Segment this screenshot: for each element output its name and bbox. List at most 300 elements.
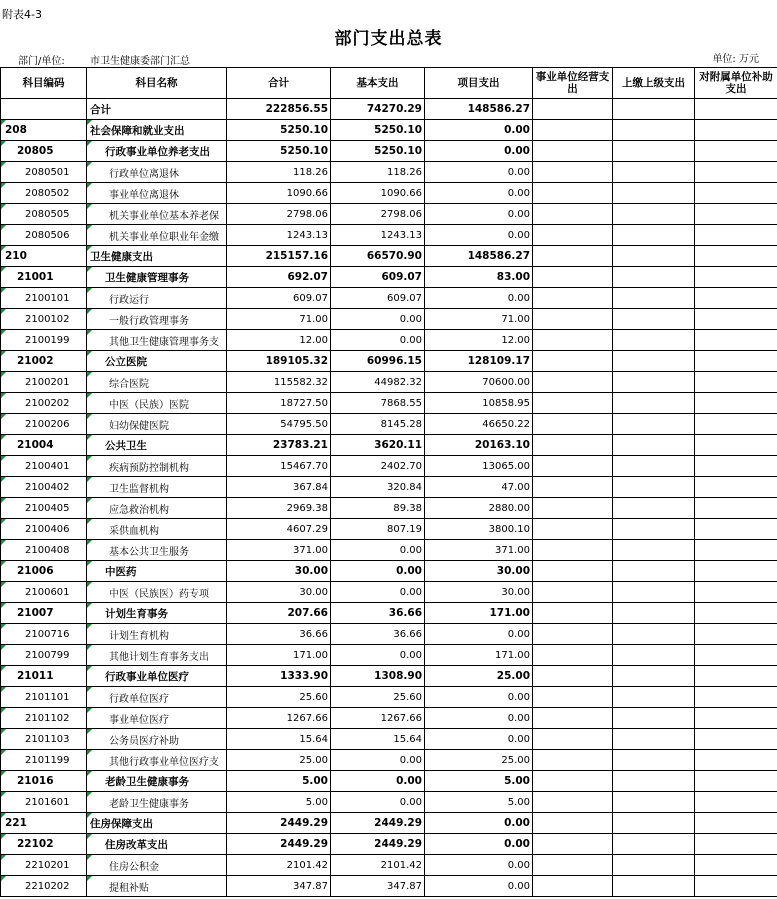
header-name: 科目名称: [87, 68, 227, 99]
cell-marker-icon: [1, 141, 6, 146]
cell-name: [87, 498, 227, 519]
cell-total-text: 1243.13: [286, 229, 328, 241]
cell-total-text: 2101.42: [286, 859, 328, 871]
cell-marker-icon: [87, 225, 92, 230]
cell-project-text: 0.00: [504, 124, 530, 136]
cell-project: [425, 750, 533, 771]
cell-total: [227, 771, 331, 792]
cell-total: [227, 162, 331, 183]
cell-total: [227, 288, 331, 309]
cell-name-text: 其他计划生育事务支出: [109, 651, 209, 663]
cell-code: [1, 351, 87, 372]
cell-business: [533, 687, 613, 708]
cell-basic-text: 0.00: [399, 334, 422, 346]
cell-project: [425, 645, 533, 666]
cell-project: [425, 372, 533, 393]
cell-total: [227, 519, 331, 540]
cell-marker-icon: [1, 771, 6, 776]
cell-basic-text: 5250.10: [374, 124, 422, 136]
cell-name: [87, 750, 227, 771]
cell-code: [1, 414, 87, 435]
cell-project: [425, 582, 533, 603]
cell-remit: [613, 834, 695, 855]
cell-name: [87, 204, 227, 225]
cell-name: [87, 267, 227, 288]
department-label: 部门/单位:: [18, 56, 65, 67]
cell-basic-text: 1267.66: [380, 712, 422, 724]
cell-basic-text: 1308.90: [374, 670, 422, 682]
cell-business: [533, 813, 613, 834]
cell-name-text: 行政事业单位医疗: [105, 670, 189, 683]
cell-code-text: 2100716: [25, 628, 70, 640]
cell-remit: [613, 792, 695, 813]
cell-name: [87, 141, 227, 162]
cell-project-text: 25.00: [501, 754, 530, 766]
cell-total: [227, 561, 331, 582]
cell-project: [425, 309, 533, 330]
cell-basic-text: 0.00: [399, 586, 422, 598]
cell-basic-text: 3620.11: [374, 439, 422, 451]
cell-name: [87, 540, 227, 561]
cell-project: [425, 666, 533, 687]
cell-project-text: 0.00: [507, 166, 530, 178]
cell-total: [227, 456, 331, 477]
cell-basic: [331, 708, 425, 729]
cell-subsidy: [695, 456, 777, 477]
cell-total-text: 371.00: [293, 544, 328, 556]
cell-code: [1, 834, 87, 855]
cell-project: [425, 876, 533, 897]
cell-project-text: 47.00: [501, 481, 530, 493]
cell-code-text: 2210201: [25, 859, 70, 871]
cell-project-text: 0.00: [507, 628, 530, 640]
cell-code: [1, 267, 87, 288]
cell-name-text: 行政运行: [109, 294, 149, 306]
cell-total: [227, 792, 331, 813]
cell-remit: [613, 141, 695, 162]
cell-total-text: 54795.50: [280, 418, 328, 430]
cell-name-text: 行政单位医疗: [109, 693, 169, 705]
cell-project-text: 0.00: [507, 859, 530, 871]
cell-code-text: 2100202: [25, 397, 70, 409]
cell-subsidy: [695, 498, 777, 519]
cell-marker-icon: [87, 246, 92, 251]
cell-remit: [613, 435, 695, 456]
cell-basic: [331, 624, 425, 645]
cell-name-text: 公务员医疗补助: [109, 735, 179, 747]
cell-total: [227, 855, 331, 876]
table-row: [1, 498, 777, 519]
cell-subsidy: [695, 309, 777, 330]
cell-total: [227, 477, 331, 498]
cell-marker-icon: [87, 687, 92, 692]
cell-marker-icon: [1, 225, 6, 230]
cell-marker-icon: [87, 435, 92, 440]
cell-business: [533, 876, 613, 897]
cell-code: [1, 288, 87, 309]
cell-basic-text: 2798.06: [380, 208, 422, 220]
cell-subsidy: [695, 624, 777, 645]
table-row: [1, 414, 777, 435]
cell-remit: [613, 603, 695, 624]
cell-name-text: 卫生健康管理事务: [105, 271, 189, 284]
cell-basic: [331, 99, 425, 120]
cell-remit: [613, 246, 695, 267]
cell-subsidy: [695, 141, 777, 162]
cell-marker-icon: [1, 708, 6, 713]
cell-marker-icon: [87, 834, 92, 839]
cell-project-text: 0.00: [507, 187, 530, 199]
cell-name: [87, 372, 227, 393]
cell-project: [425, 267, 533, 288]
cell-business: [533, 771, 613, 792]
cell-total-text: 30.00: [299, 586, 328, 598]
cell-name: [87, 792, 227, 813]
cell-remit: [613, 477, 695, 498]
cell-marker-icon: [1, 834, 6, 839]
cell-basic: [331, 519, 425, 540]
cell-basic: [331, 666, 425, 687]
table-row: [1, 729, 777, 750]
cell-basic: [331, 120, 425, 141]
cell-marker-icon: [87, 372, 92, 377]
cell-subsidy: [695, 372, 777, 393]
cell-remit: [613, 708, 695, 729]
cell-code-text: 2100401: [25, 460, 70, 472]
cell-marker-icon: [87, 876, 92, 881]
cell-marker-icon: [87, 561, 92, 566]
cell-marker-icon: [1, 288, 6, 293]
cell-code-text: 2100102: [25, 313, 70, 325]
cell-total: [227, 708, 331, 729]
cell-marker-icon: [1, 414, 6, 419]
cell-project: [425, 624, 533, 645]
cell-subsidy: [695, 519, 777, 540]
cell-name-text: 住房保障支出: [90, 817, 153, 830]
cell-total-text: 215157.16: [265, 250, 328, 262]
cell-project: [425, 162, 533, 183]
cell-code-text: 208: [5, 124, 27, 136]
cell-marker-icon: [1, 582, 6, 587]
cell-basic-text: 2402.70: [380, 460, 422, 472]
cell-total-text: 118.26: [293, 166, 328, 178]
cell-name: [87, 666, 227, 687]
cell-basic-text: 66570.90: [366, 250, 422, 262]
cell-total-text: 25.60: [299, 691, 328, 703]
cell-remit: [613, 813, 695, 834]
cell-subsidy: [695, 750, 777, 771]
cell-marker-icon: [1, 183, 6, 188]
cell-remit: [613, 855, 695, 876]
cell-project-text: 0.00: [507, 229, 530, 241]
cell-basic-text: 0.00: [399, 649, 422, 661]
cell-basic-text: 320.84: [387, 481, 422, 493]
cell-basic-text: 347.87: [387, 880, 422, 892]
cell-marker-icon: [1, 498, 6, 503]
cell-name-text: 合计: [90, 103, 111, 116]
cell-total: [227, 414, 331, 435]
cell-name: [87, 876, 227, 897]
cell-basic: [331, 414, 425, 435]
cell-total-text: 5250.10: [280, 145, 328, 157]
cell-business: [533, 414, 613, 435]
cell-subsidy: [695, 876, 777, 897]
cell-marker-icon: [87, 666, 92, 671]
header-project: 项目支出: [425, 68, 533, 99]
cell-code-text: 21001: [17, 271, 54, 283]
cell-business: [533, 183, 613, 204]
header-subsidy: 对附属单位补助支出: [695, 68, 777, 99]
cell-marker-icon: [87, 855, 92, 860]
cell-project: [425, 498, 533, 519]
cell-project-text: 371.00: [495, 544, 530, 556]
cell-code: [1, 309, 87, 330]
cell-remit: [613, 750, 695, 771]
cell-business: [533, 792, 613, 813]
cell-name: [87, 519, 227, 540]
cell-project-text: 13065.00: [482, 460, 530, 472]
cell-marker-icon: [87, 498, 92, 503]
cell-basic: [331, 372, 425, 393]
table-row: [1, 582, 777, 603]
cell-name: [87, 855, 227, 876]
cell-basic: [331, 855, 425, 876]
cell-project-text: 46650.22: [482, 418, 530, 430]
document-number: 附表4-3: [2, 8, 42, 21]
cell-project: [425, 687, 533, 708]
cell-remit: [613, 498, 695, 519]
table-row: [1, 771, 777, 792]
cell-total: [227, 330, 331, 351]
cell-code: [1, 876, 87, 897]
cell-name: [87, 687, 227, 708]
cell-name-text: 提租补贴: [109, 882, 149, 894]
cell-project: [425, 120, 533, 141]
cell-subsidy: [695, 666, 777, 687]
cell-subsidy: [695, 120, 777, 141]
cell-project: [425, 414, 533, 435]
cell-name: [87, 771, 227, 792]
cell-project: [425, 813, 533, 834]
cell-remit: [613, 456, 695, 477]
cell-basic-text: 2449.29: [374, 817, 422, 829]
cell-name-text: 其他行政事业单位医疗支: [109, 756, 219, 768]
cell-subsidy: [695, 477, 777, 498]
cell-project: [425, 288, 533, 309]
cell-name: [87, 99, 227, 120]
cell-business: [533, 666, 613, 687]
cell-name: [87, 729, 227, 750]
cell-marker-icon: [87, 645, 92, 650]
cell-name-text: 事业单位医疗: [109, 714, 169, 726]
cell-total-text: 18727.50: [280, 397, 328, 409]
cell-marker-icon: [87, 351, 92, 356]
cell-marker-icon: [87, 267, 92, 272]
cell-marker-icon: [87, 813, 92, 818]
table-row: [1, 834, 777, 855]
table-row: [1, 708, 777, 729]
cell-remit: [613, 729, 695, 750]
cell-marker-icon: [1, 540, 6, 545]
cell-project: [425, 141, 533, 162]
cell-code-text: 2101601: [25, 796, 70, 808]
cell-marker-icon: [87, 477, 92, 482]
cell-code: [1, 687, 87, 708]
cell-name: [87, 351, 227, 372]
cell-basic: [331, 540, 425, 561]
cell-remit: [613, 414, 695, 435]
cell-name-text: 其他卫生健康管理事务支: [109, 336, 219, 348]
cell-marker-icon: [1, 330, 6, 335]
cell-marker-icon: [87, 309, 92, 314]
cell-project-text: 0.00: [507, 733, 530, 745]
cell-code-text: 21006: [17, 565, 54, 577]
cell-code: [1, 225, 87, 246]
table-row: [1, 141, 777, 162]
cell-project-text: 171.00: [495, 649, 530, 661]
cell-business: [533, 855, 613, 876]
cell-project-text: 5.00: [507, 796, 530, 808]
cell-total-text: 1267.66: [286, 712, 328, 724]
cell-name-text: 公共卫生: [105, 439, 147, 452]
cell-marker-icon: [87, 120, 92, 125]
cell-business: [533, 351, 613, 372]
cell-business: [533, 267, 613, 288]
cell-code: [1, 771, 87, 792]
cell-name-text: 机关事业单位基本养老保: [109, 210, 219, 222]
cell-remit: [613, 351, 695, 372]
cell-code: [1, 372, 87, 393]
cell-basic: [331, 309, 425, 330]
cell-remit: [613, 561, 695, 582]
cell-business: [533, 519, 613, 540]
cell-project-text: 83.00: [496, 271, 530, 283]
header-code: 科目编码: [1, 68, 87, 99]
cell-total: [227, 687, 331, 708]
cell-name: [87, 225, 227, 246]
table-row: [1, 624, 777, 645]
cell-project: [425, 393, 533, 414]
cell-name: [87, 414, 227, 435]
cell-marker-icon: [1, 813, 6, 818]
cell-total: [227, 246, 331, 267]
cell-code-text: 21002: [17, 355, 54, 367]
cell-total: [227, 99, 331, 120]
cell-basic: [331, 162, 425, 183]
cell-marker-icon: [1, 792, 6, 797]
cell-basic-text: 74270.29: [366, 103, 422, 115]
cell-subsidy: [695, 351, 777, 372]
cell-code-text: 2100405: [25, 502, 70, 514]
cell-total: [227, 351, 331, 372]
cell-basic: [331, 393, 425, 414]
cell-project-text: 0.00: [507, 292, 530, 304]
cell-project-text: 0.00: [504, 838, 530, 850]
cell-name: [87, 288, 227, 309]
cell-code: [1, 435, 87, 456]
cell-subsidy: [695, 855, 777, 876]
cell-subsidy: [695, 330, 777, 351]
page-title: 部门支出总表: [334, 29, 443, 49]
cell-basic-text: 44982.32: [374, 376, 422, 388]
cell-marker-icon: [1, 372, 6, 377]
cell-basic-text: 36.66: [388, 607, 422, 619]
table-row: [1, 540, 777, 561]
cell-basic-text: 36.66: [393, 628, 422, 640]
cell-basic: [331, 141, 425, 162]
cell-basic-text: 0.00: [399, 313, 422, 325]
cell-marker-icon: [87, 603, 92, 608]
cell-basic: [331, 834, 425, 855]
table-row: [1, 120, 777, 141]
cell-marker-icon: [87, 729, 92, 734]
cell-name-text: 住房公积金: [109, 861, 159, 873]
table-row: [1, 435, 777, 456]
cell-total: [227, 540, 331, 561]
cell-project-text: 148586.27: [467, 250, 530, 262]
cell-name-text: 基本公共卫生服务: [109, 546, 189, 558]
cell-total-text: 2798.06: [286, 208, 328, 220]
cell-marker-icon: [1, 666, 6, 671]
cell-name: [87, 603, 227, 624]
cell-name: [87, 162, 227, 183]
cell-name: [87, 645, 227, 666]
cell-code: [1, 540, 87, 561]
cell-marker-icon: [1, 645, 6, 650]
cell-code-text: 2210202: [25, 880, 70, 892]
cell-basic-text: 609.07: [387, 292, 422, 304]
cell-total: [227, 750, 331, 771]
cell-subsidy: [695, 645, 777, 666]
cell-name-text: 疾病预防控制机构: [109, 462, 189, 474]
cell-business: [533, 141, 613, 162]
cell-total: [227, 204, 331, 225]
cell-total-text: 4607.29: [286, 523, 328, 535]
cell-name: [87, 624, 227, 645]
cell-basic-text: 0.00: [396, 775, 422, 787]
cell-project: [425, 603, 533, 624]
cell-basic: [331, 498, 425, 519]
cell-subsidy: [695, 393, 777, 414]
cell-marker-icon: [1, 435, 6, 440]
cell-code-text: 2100406: [25, 523, 70, 535]
cell-code: [1, 393, 87, 414]
cell-code: [1, 120, 87, 141]
cell-total-text: 2969.38: [286, 502, 328, 514]
cell-total-text: 367.84: [293, 481, 328, 493]
cell-total: [227, 729, 331, 750]
cell-marker-icon: [87, 750, 92, 755]
cell-basic-text: 25.60: [393, 691, 422, 703]
cell-project-text: 148586.27: [467, 103, 530, 115]
table-row: [1, 393, 777, 414]
cell-project-text: 30.00: [496, 565, 530, 577]
cell-business: [533, 393, 613, 414]
table-row: [1, 204, 777, 225]
cell-subsidy: [695, 435, 777, 456]
cell-name-text: 老龄卫生健康事务: [109, 798, 189, 810]
cell-marker-icon: [1, 162, 6, 167]
cell-name-text: 一般行政管理事务: [109, 315, 189, 327]
cell-total-text: 692.07: [287, 271, 328, 283]
cell-name-text: 中医（民族医）药专项: [109, 588, 209, 600]
cell-code: [1, 477, 87, 498]
cell-project-text: 12.00: [501, 334, 530, 346]
table-row: [1, 225, 777, 246]
cell-subsidy: [695, 792, 777, 813]
cell-business: [533, 624, 613, 645]
cell-marker-icon: [1, 855, 6, 860]
